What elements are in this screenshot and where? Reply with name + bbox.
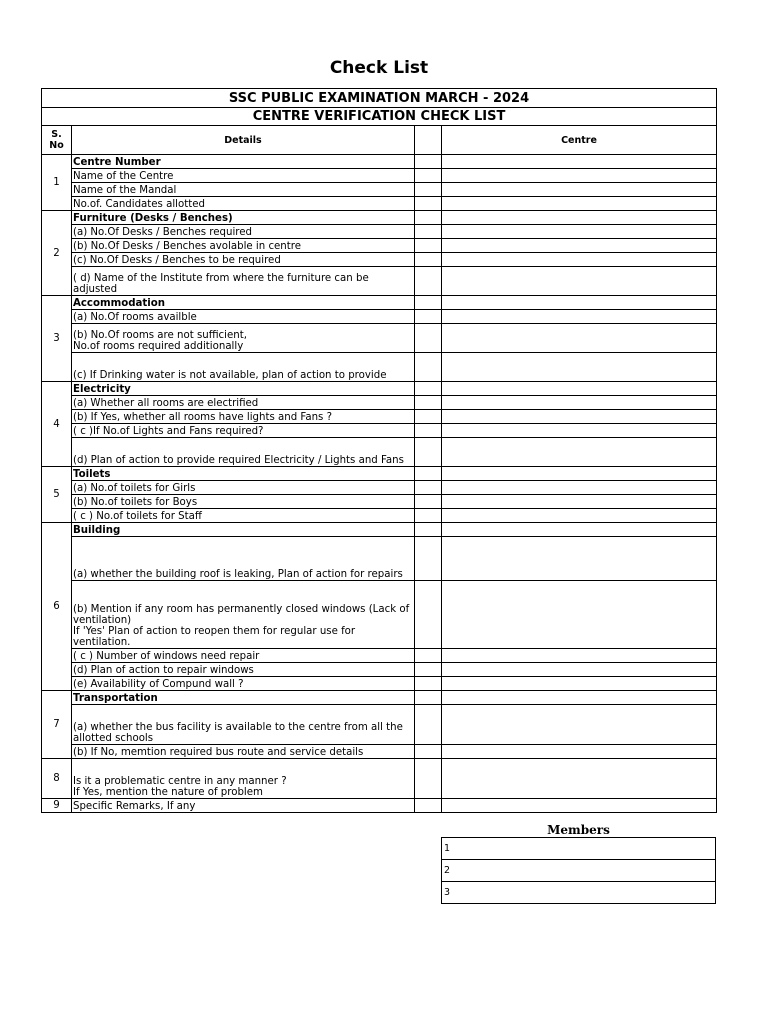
members-title: Members: [547, 823, 610, 837]
checklist-row: [42, 438, 717, 467]
checklist-item: ( c ) No.of toilets for Staff: [72, 509, 415, 523]
serial-number: 4: [42, 382, 72, 467]
checklist-row: [42, 581, 717, 649]
checklist-item: (a) Whether all rooms are electrified: [72, 396, 415, 410]
checklist-item: ( c ) Number of windows need repair: [72, 649, 415, 663]
blank-cell: [415, 424, 442, 438]
checklist-item: (a) whether the bus facility is available to the centre from all the allotted schools: [72, 705, 415, 745]
centre-response-cell[interactable]: [442, 253, 717, 267]
blank-cell: [415, 537, 442, 581]
checklist-row: [42, 537, 717, 581]
checklist-row: [42, 745, 717, 759]
checklist-item: (e) Availability of Compund wall ?: [72, 677, 415, 691]
section-heading: Electricity: [72, 382, 415, 396]
checklist-row: [42, 467, 717, 481]
blank-cell: [415, 310, 442, 324]
centre-response-cell[interactable]: [442, 211, 717, 225]
checklist-item: (a) No.Of rooms availble: [72, 310, 415, 324]
blank-cell: [415, 481, 442, 495]
checklist-item: (b) No.of toilets for Boys: [72, 495, 415, 509]
blank-cell: [415, 267, 442, 296]
blank-cell: [415, 169, 442, 183]
checklist-item: (d) Plan of action to provide required Electricity / Lights and Fans: [72, 438, 415, 467]
blank-cell: [415, 649, 442, 663]
col-header-blank: [415, 126, 442, 155]
centre-response-cell[interactable]: [442, 663, 717, 677]
checklist-row: [42, 396, 717, 410]
section-heading: Accommodation: [72, 296, 415, 310]
centre-response-cell[interactable]: [442, 481, 717, 495]
blank-cell: [415, 677, 442, 691]
checklist-row: [42, 155, 717, 169]
serial-number: 5: [42, 467, 72, 523]
checklist-row: [42, 663, 717, 677]
member-row: [442, 838, 716, 860]
section-heading: Toilets: [72, 467, 415, 481]
checklist-row: [42, 759, 717, 799]
centre-response-cell[interactable]: [442, 759, 717, 799]
checklist-row: [42, 169, 717, 183]
section-heading: Building: [72, 523, 415, 537]
blank-cell: [415, 396, 442, 410]
checklist-row: [42, 253, 717, 267]
checklist-item: (b) No.Of Desks / Benches avolable in centre: [72, 239, 415, 253]
centre-response-cell[interactable]: [442, 649, 717, 663]
centre-response-cell[interactable]: [442, 267, 717, 296]
serial-number: 9: [42, 799, 72, 813]
centre-response-cell[interactable]: [442, 677, 717, 691]
checklist-item: (b) If Yes, whether all rooms have lights and Fans ?: [72, 410, 415, 424]
blank-cell: [415, 581, 442, 649]
member-entry[interactable]: 1: [442, 838, 716, 860]
centre-response-cell[interactable]: [442, 467, 717, 481]
blank-cell: [415, 745, 442, 759]
col-header-centre: Centre: [442, 126, 717, 155]
blank-cell: [415, 296, 442, 310]
blank-cell: [415, 410, 442, 424]
centre-response-cell[interactable]: [442, 353, 717, 382]
serial-number: 6: [42, 523, 72, 691]
exam-header: SSC PUBLIC EXAMINATION MARCH - 2024: [42, 89, 717, 108]
centre-response-cell[interactable]: [442, 296, 717, 310]
checklist-row: [42, 649, 717, 663]
member-entry[interactable]: 3: [442, 882, 716, 904]
blank-cell: [415, 239, 442, 253]
section-heading: Centre Number: [72, 155, 415, 169]
member-row: [442, 882, 716, 904]
checklist-item: (a) No.Of Desks / Benches required: [72, 225, 415, 239]
blank-cell: [415, 324, 442, 353]
centre-response-cell[interactable]: [442, 310, 717, 324]
centre-response-cell[interactable]: [442, 396, 717, 410]
blank-cell: [415, 183, 442, 197]
centre-response-cell[interactable]: [442, 382, 717, 396]
checklist-item: Name of the Centre: [72, 169, 415, 183]
blank-cell: [415, 663, 442, 677]
centre-response-cell[interactable]: [442, 799, 717, 813]
blank-cell: [415, 759, 442, 799]
centre-response-cell[interactable]: [442, 197, 717, 211]
checklist-row: [42, 705, 717, 745]
blank-cell: [415, 382, 442, 396]
checklist-item: ( d) Name of the Institute from where the furniture can be adjusted: [72, 267, 415, 296]
page-title: Check List: [329, 58, 429, 78]
checklist-row: [42, 267, 717, 296]
centre-response-cell[interactable]: [442, 745, 717, 759]
checklist-row: [42, 211, 717, 225]
checklist-item: Name of the Mandal: [72, 183, 415, 197]
blank-cell: [415, 467, 442, 481]
blank-cell: [415, 155, 442, 169]
serial-number: 1: [42, 155, 72, 211]
centre-response-cell[interactable]: [442, 324, 717, 353]
checklist-header: CENTRE VERIFICATION CHECK LIST: [42, 108, 717, 126]
checklist-row: [42, 225, 717, 239]
blank-cell: [415, 253, 442, 267]
checklist-row: [42, 523, 717, 537]
blank-cell: [415, 353, 442, 382]
serial-number: 2: [42, 211, 72, 296]
checklist-row: [42, 310, 717, 324]
checklist-item: Is it a problematic centre in any manner ? If Yes, mention the nature of problem: [72, 759, 415, 799]
centre-response-cell[interactable]: [442, 169, 717, 183]
centre-response-cell[interactable]: [442, 523, 717, 537]
checklist-row: [42, 509, 717, 523]
centre-response-cell[interactable]: [442, 183, 717, 197]
blank-cell: [415, 211, 442, 225]
serial-number: 7: [42, 691, 72, 759]
section-heading: Furniture (Desks / Benches): [72, 211, 415, 225]
checklist-item: No.of. Candidates allotted: [72, 197, 415, 211]
centre-response-cell[interactable]: [442, 705, 717, 745]
centre-response-cell[interactable]: [442, 155, 717, 169]
centre-response-cell[interactable]: [442, 438, 717, 467]
checklist-row: [42, 296, 717, 310]
centre-response-cell[interactable]: [442, 581, 717, 649]
member-entry[interactable]: 2: [442, 860, 716, 882]
checklist-item: (a) whether the building roof is leaking, Plan of action for repairs: [72, 537, 415, 581]
checklist-row: [42, 410, 717, 424]
checklist-row: [42, 481, 717, 495]
blank-cell: [415, 799, 442, 813]
checklist-item: Specific Remarks, If any: [72, 799, 415, 813]
blank-cell: [415, 509, 442, 523]
blank-cell: [415, 705, 442, 745]
checklist-row: [42, 691, 717, 705]
blank-cell: [415, 225, 442, 239]
checklist-item: (c) If Drinking water is not available, plan of action to provide: [72, 353, 415, 382]
checklist-item: ( c )If No.of Lights and Fans required?: [72, 424, 415, 438]
checklist-row: [42, 382, 717, 396]
members-table: [441, 837, 716, 904]
checklist-item: (d) Plan of action to repair windows: [72, 663, 415, 677]
blank-cell: [415, 495, 442, 509]
serial-number: 3: [42, 296, 72, 382]
checklist-row: [42, 677, 717, 691]
serial-number: 8: [42, 759, 72, 799]
checklist-table: [41, 88, 717, 813]
checklist-row: [42, 324, 717, 353]
centre-response-cell[interactable]: [442, 495, 717, 509]
blank-cell: [415, 197, 442, 211]
centre-response-cell[interactable]: [442, 537, 717, 581]
centre-response-cell[interactable]: [442, 239, 717, 253]
checklist-item: (b) If No, memtion required bus route and service details: [72, 745, 415, 759]
blank-cell: [415, 691, 442, 705]
checklist-row: [42, 353, 717, 382]
checklist-row: [42, 424, 717, 438]
checklist-row: [42, 183, 717, 197]
col-header-details: Details: [72, 126, 415, 155]
checklist-row: [42, 239, 717, 253]
centre-response-cell[interactable]: [442, 691, 717, 705]
col-header-sno: S. No: [42, 126, 72, 155]
section-heading: Transportation: [72, 691, 415, 705]
centre-response-cell[interactable]: [442, 225, 717, 239]
checklist-item: (b) Mention if any room has permanently closed windows (Lack of ventilation) If 'Yes' Plan of action to reopen them for regular use for ventilation.: [72, 581, 415, 649]
checklist-item: (b) No.Of rooms are not sufficient, No.of rooms required additionally: [72, 324, 415, 353]
blank-cell: [415, 523, 442, 537]
member-row: [442, 860, 716, 882]
blank-cell: [415, 438, 442, 467]
checklist-row: [42, 495, 717, 509]
checklist-row: [42, 799, 717, 813]
centre-response-cell[interactable]: [442, 424, 717, 438]
centre-response-cell[interactable]: [442, 509, 717, 523]
checklist-row: [42, 197, 717, 211]
checklist-item: (a) No.of toilets for Girls: [72, 481, 415, 495]
checklist-item: (c) No.Of Desks / Benches to be required: [72, 253, 415, 267]
centre-response-cell[interactable]: [442, 410, 717, 424]
